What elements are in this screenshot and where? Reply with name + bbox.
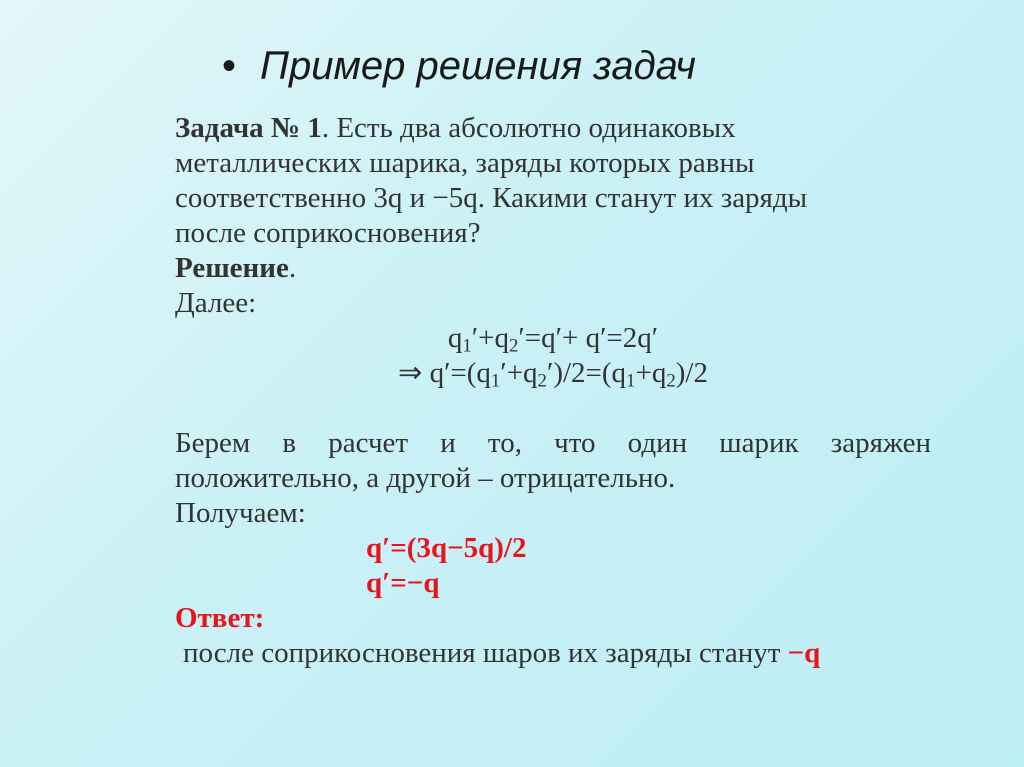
spacer — [175, 391, 931, 426]
result-label: Получаем: — [175, 497, 306, 529]
problem-label: Задача № 1 — [175, 112, 322, 144]
answer-value: −q — [787, 637, 821, 669]
solution-label-punct: . — [288, 252, 297, 284]
bullet-icon: • — [222, 44, 237, 88]
problem-line-2: металлических шарика, заряды которых равны — [175, 147, 755, 179]
note-line-2: положительно, а другой – отрицательно. — [175, 462, 676, 494]
formula-average: ⇒ $q'=(q_1'+q_2')/2=(q_1+q_2)/2$ — [398, 357, 708, 392]
note-line-1: Берем в расчет и то, что один шарик заряжен — [175, 427, 931, 459]
further-label: Далее: — [175, 287, 257, 319]
problem-line-1: Есть два абсолютно одинаковых — [336, 112, 736, 144]
slide-body — [175, 111, 931, 671]
slide-heading — [222, 44, 696, 89]
problem-line-3: соответственно 3q и −5q. Какими станут их заряды — [175, 182, 808, 214]
result-formula-2: q′=−q — [366, 567, 440, 599]
problem-statement — [175, 111, 931, 251]
solution-label: Решение — [175, 252, 289, 284]
formula-sum: $q_1'+q_2'=q'+ q'=2q'$ — [447, 322, 659, 357]
problem-label-punct: . — [321, 112, 337, 144]
result-formula-1: q′=(3q−5q)/2 — [366, 532, 527, 564]
answer-label: Ответ: — [175, 602, 265, 634]
problem-line-4: после соприкосновения? — [175, 217, 481, 249]
solution-heading — [175, 251, 931, 286]
slide-title: Пример решения задач — [260, 44, 696, 88]
answer-text: после соприкосновения шаров их заряды станут −q — [183, 637, 821, 669]
